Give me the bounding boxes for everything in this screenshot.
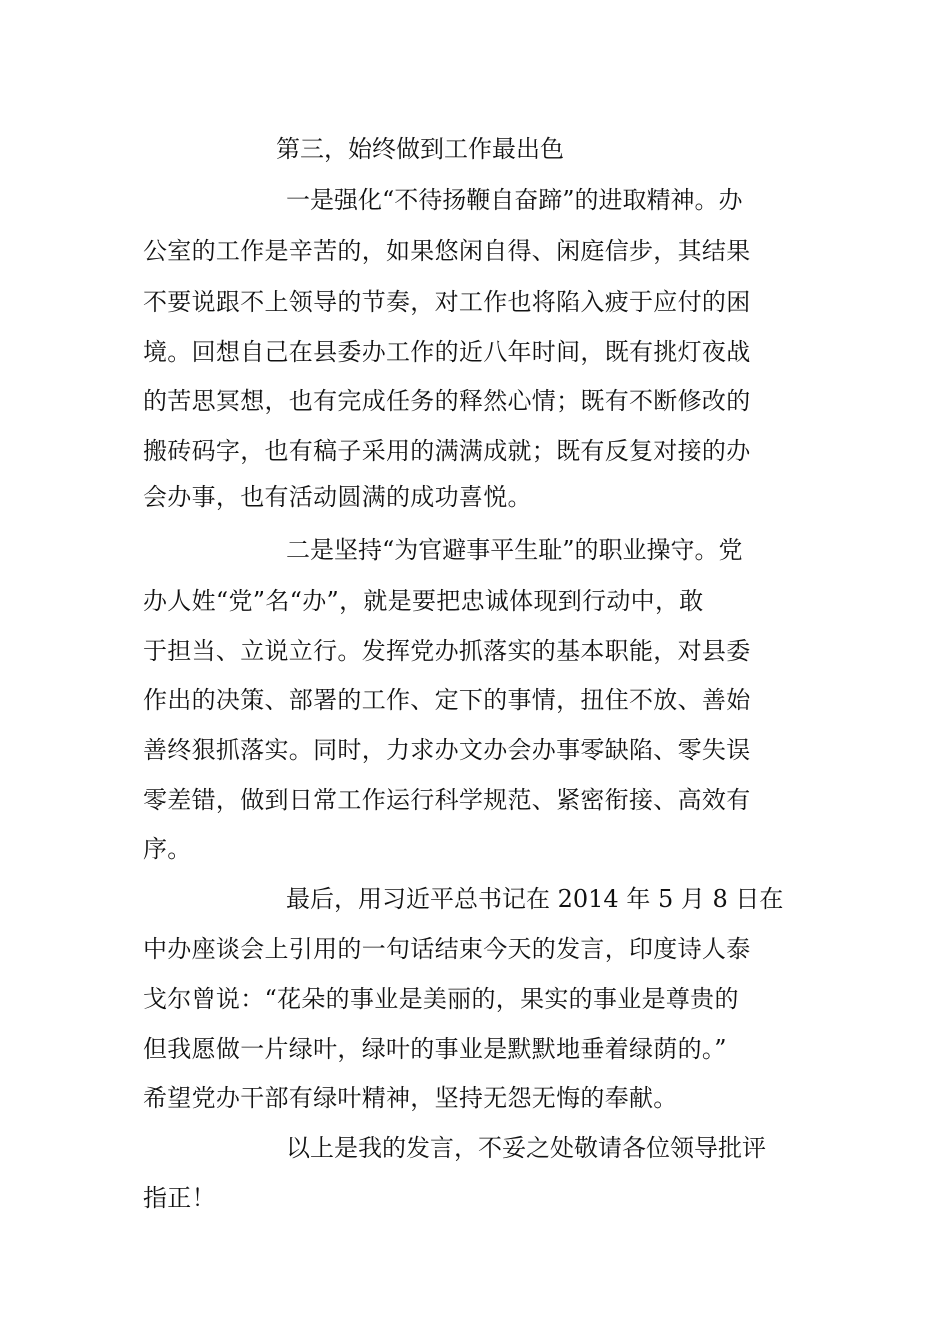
- paragraph-3-line-3: 戈尔曾说：“花朵的事业是美丽的，果实的事业是尊贵的: [143, 985, 739, 1013]
- paragraph-1-line-2: 公室的工作是辛苦的，如果悠闲自得、闲庭信步，其结果: [143, 237, 751, 265]
- paragraph-1-line-4: 境。回想自己在县委办工作的近八年时间，既有挑灯夜战: [143, 338, 751, 366]
- paragraph-4-line-2: 指正！: [143, 1184, 216, 1212]
- paragraph-3-line-1: 最后，用习近平总书记在 2014 年 5 月 8 日在: [286, 885, 784, 913]
- paragraph-1-line-7: 会办事，也有活动圆满的成功喜悦。: [143, 483, 532, 511]
- paragraph-2-line-7: 序。: [143, 835, 192, 863]
- paragraph-1-line-6: 搬砖码字，也有稿子采用的满满成就；既有反复对接的办: [143, 437, 751, 465]
- paragraph-1-line-3: 不要说跟不上领导的节奏，对工作也将陷入疲于应付的困: [143, 288, 751, 316]
- paragraph-2-line-6: 零差错，做到日常工作运行科学规范、紧密衔接、高效有: [143, 786, 751, 814]
- paragraph-1-line-5: 的苦思冥想，也有完成任务的释然心情；既有不断修改的: [143, 387, 751, 415]
- paragraph-1-line-1: 一是强化“不待扬鞭自奋蹄”的进取精神。办: [286, 186, 743, 214]
- paragraph-4-line-1: 以上是我的发言，不妥之处敬请各位领导批评: [286, 1134, 766, 1162]
- paragraph-2-line-3: 于担当、立说立行。发挥党办抓落实的基本职能，对县委: [143, 637, 751, 665]
- paragraph-2-line-4: 作出的决策、部署的工作、定下的事情，扭住不放、善始: [143, 686, 751, 714]
- paragraph-2-line-5: 善终狠抓落实。同时，力求办文办会办事零缺陷、零失误: [143, 736, 751, 764]
- paragraph-3-line-5: 希望党办干部有绿叶精神，坚持无怨无悔的奉献。: [143, 1084, 678, 1112]
- paragraph-2-line-2: 办人姓“党”名“办”，就是要把忠诚体现到行动中，敢: [143, 587, 704, 615]
- paragraph-3-line-4: 但我愿做一片绿叶，绿叶的事业是默默地垂着绿荫的。”: [143, 1035, 727, 1063]
- section-heading: 第三，始终做到工作最出色: [276, 135, 564, 163]
- paragraph-2-line-1: 二是坚持“为官避事平生耻”的职业操守。党: [286, 536, 743, 564]
- paragraph-3-line-2: 中办座谈会上引用的一句话结束今天的发言，印度诗人泰: [143, 935, 751, 963]
